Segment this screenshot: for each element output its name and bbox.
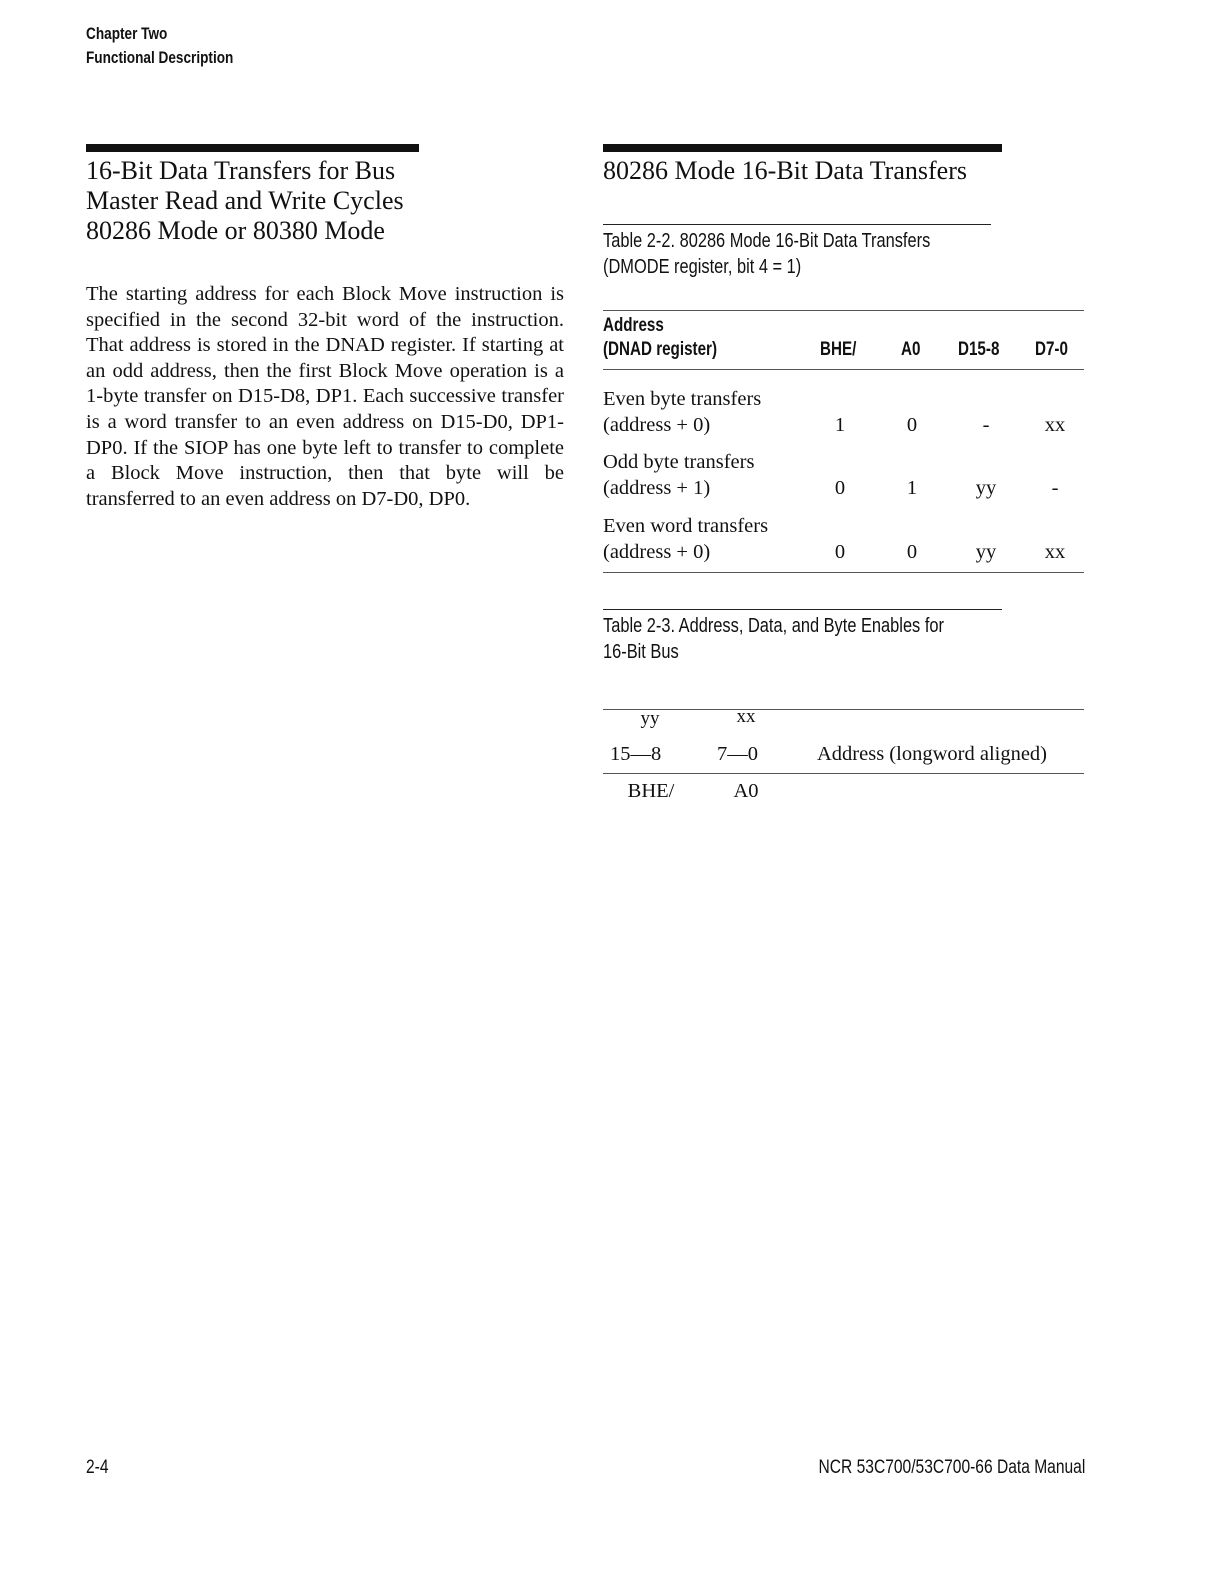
- table3-caption-rule: [603, 609, 1002, 610]
- table2-header-address-line-1: Address: [603, 315, 664, 336]
- table3-caption-line-1: Table 2-3. Address, Data, and Byte Enables for: [603, 615, 944, 637]
- table2-row2-label-1: Odd byte transfers: [603, 451, 755, 473]
- table2-header-a0: A0: [901, 339, 921, 360]
- table2-caption-line-1: Table 2-2. 80286 Mode 16-Bit Data Transfers: [603, 230, 931, 252]
- table2-row3-label-1: Even word transfers: [603, 515, 769, 537]
- table3-col1-bottom: BHE/: [627, 780, 675, 802]
- left-title-line-2: Master Read and Write Cycles: [86, 186, 404, 215]
- table3-col1-top: yy: [640, 708, 660, 729]
- table2-header-address-line-2: (DNAD register): [603, 339, 718, 360]
- left-title-line-1: 16-Bit Data Transfers for Bus: [86, 156, 396, 185]
- table3-col1-range: 15—8: [610, 743, 662, 765]
- table2-row1-d15-8: -: [982, 414, 990, 436]
- page-number: 2-4: [86, 1457, 109, 1478]
- table2-row3-label-2: (address + 0): [603, 541, 711, 563]
- left-section-title: [86, 156, 546, 246]
- table2-row2-a0: 1: [906, 477, 918, 499]
- table2-header-d7-0: D7-0: [1035, 339, 1068, 360]
- table2-header-rule: [603, 369, 1084, 370]
- table3-middle-rule: [603, 773, 1084, 774]
- table2-row3-a0: 0: [906, 541, 918, 563]
- table2-row3-d7-0: xx: [1044, 541, 1066, 563]
- table2-row1-label-1: Even byte transfers: [603, 388, 762, 410]
- table3-col2-bottom: A0: [733, 780, 759, 802]
- table3-caption-line-2: 16-Bit Bus: [603, 641, 679, 663]
- chapter-label: Chapter Two: [86, 24, 168, 43]
- table2-caption-rule: [603, 224, 991, 225]
- section-label: Functional Description: [86, 48, 234, 67]
- table2-row2-d15-8: yy: [975, 477, 997, 499]
- table2-header-address: [603, 314, 717, 362]
- table2-caption: [603, 228, 930, 280]
- table2-row1-d7-0: xx: [1044, 414, 1066, 436]
- table3-address-label: Address (longword aligned): [817, 743, 1048, 765]
- table2-top-rule: [603, 310, 1084, 311]
- right-title-rule: [603, 144, 1002, 152]
- table2-row2-d7-0: -: [1051, 477, 1059, 499]
- table2-row1-bhe: 1: [834, 414, 846, 436]
- running-head: [86, 22, 233, 70]
- table2-row2-bhe: 0: [834, 477, 846, 499]
- table3-caption: [603, 613, 944, 665]
- table2-row3-d15-8: yy: [975, 541, 997, 563]
- table2-bottom-rule: [603, 572, 1084, 573]
- table2-row3-bhe: 0: [834, 541, 846, 563]
- left-title-line-3: 80286 Mode or 80380 Mode: [86, 216, 385, 245]
- manual-title: NCR 53C700/53C700-66 Data Manual: [818, 1457, 1085, 1478]
- table2-header-d15-8: D15-8: [958, 339, 1000, 360]
- table2-row2-label-2: (address + 1): [603, 477, 711, 499]
- table2-row1-label-2: (address + 0): [603, 414, 711, 436]
- left-title-rule: [86, 144, 419, 152]
- table2-header-bhe: BHE/: [820, 339, 857, 360]
- table3-col2-top: xx: [736, 706, 756, 727]
- body-paragraph: The starting address for each Block Move instruction is specified in the second 32-bit word of the instruction. That address is stored in the DNAD register. If starting at an odd address, then the first Block Move operation is a 1-byte transfer on D15-D8, DP1. Each successive transfer is a word transfer to an even address on D15-D0, DP1-DP0. If the SIOP has one byte left to transfer to complete a Block Move instruction, then that byte will be transferred to an even address on D7-D0, DP0.: [86, 283, 564, 510]
- table2-caption-line-2: (DMODE register, bit 4 = 1): [603, 256, 802, 278]
- right-section-title: 80286 Mode 16-Bit Data Transfers: [603, 156, 967, 185]
- table2-row1-a0: 0: [906, 414, 918, 436]
- table3-col2-range: 7—0: [717, 743, 758, 765]
